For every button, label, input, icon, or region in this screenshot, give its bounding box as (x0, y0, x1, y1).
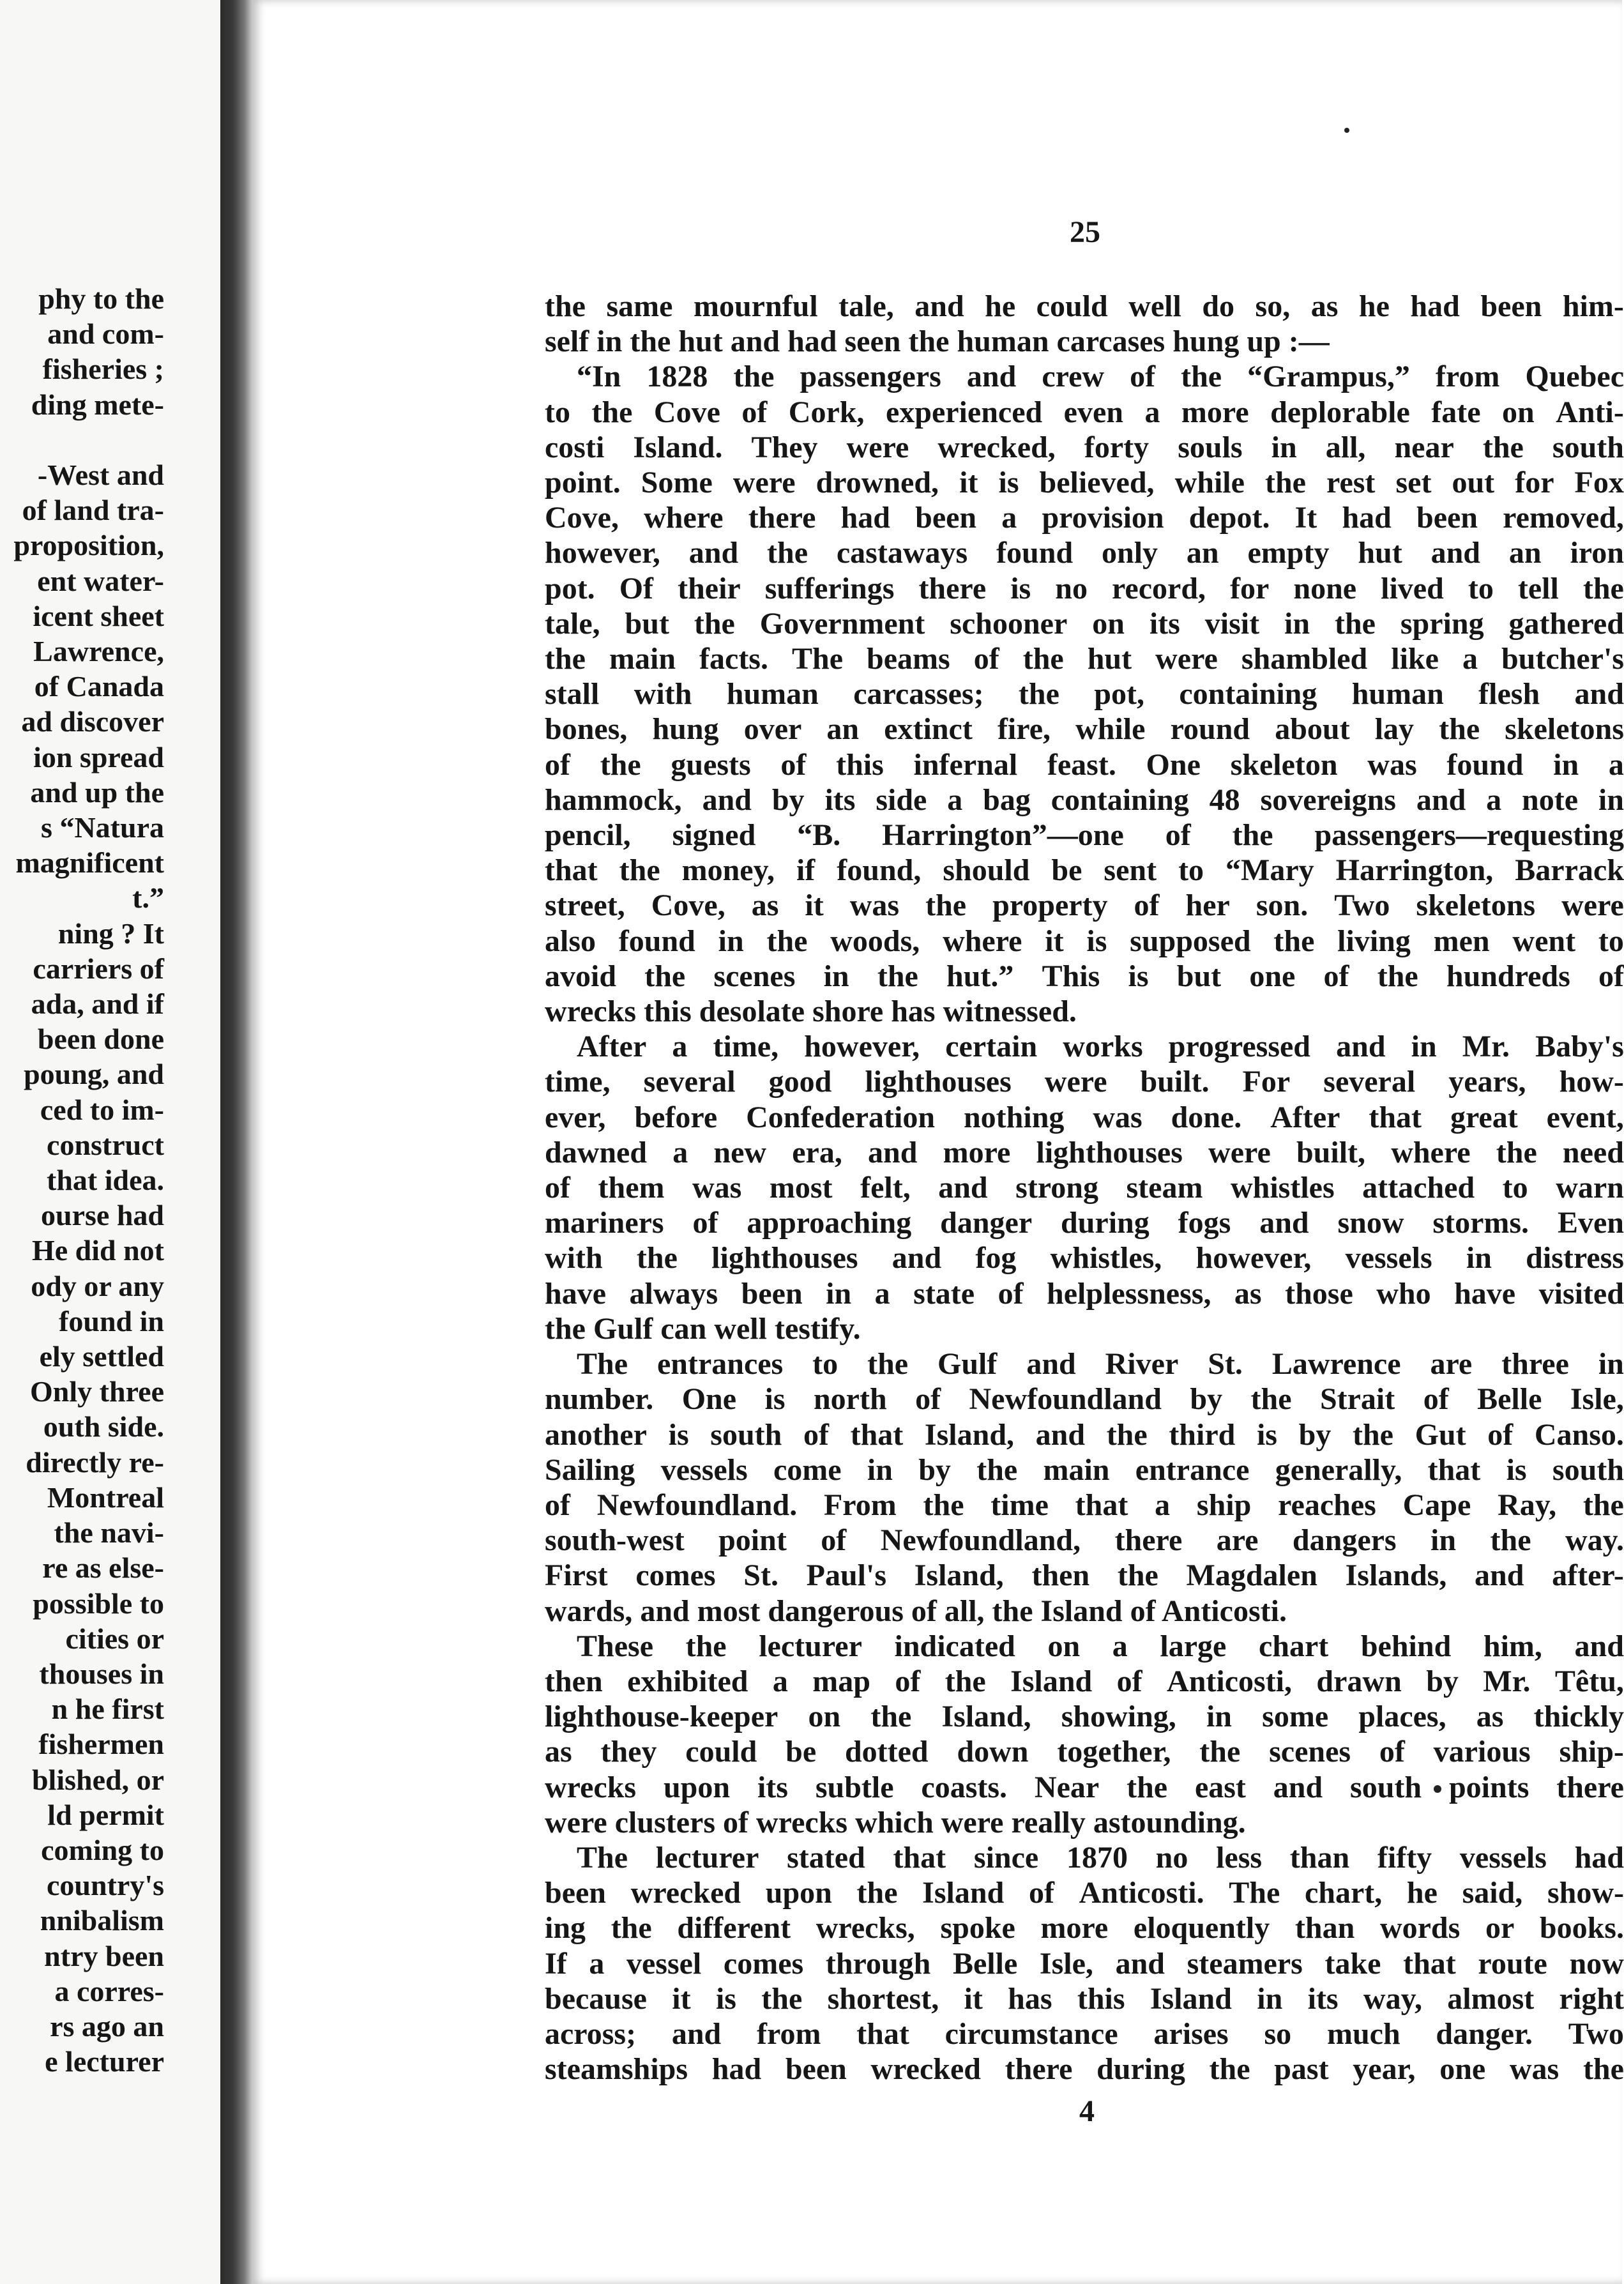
facing-page-line: ning ? It (57, 917, 164, 950)
facing-page-line: He did not (31, 1234, 164, 1267)
facing-page-line: phy to the (38, 282, 164, 315)
facing-page-line: s “Natura (41, 811, 164, 844)
facing-page-line: ad discover (21, 705, 164, 738)
facing-page-line: and up the (30, 775, 164, 809)
text-line: The entrances to the Gulf and River St. Lawrence are three in (577, 1347, 1624, 1382)
text-line: steamships had been wrecked there during the past year, one was the (545, 2052, 1624, 2087)
text-line: as they could be dotted down together, the scenes of various ship- (545, 1735, 1624, 1769)
text-line: If a vessel comes through Belle Isle, and steamers take that route now (545, 1946, 1624, 1981)
facing-page-line: ent water- (37, 564, 164, 597)
text-line: pencil, signed “B. Harrington”—one of the passengers—requesting (545, 818, 1624, 853)
text-line: another is south of that Island, and the third is by the Gut of Canso. (545, 1417, 1624, 1452)
facing-page-line: Lawrence, (33, 635, 164, 668)
text-line: south-west point of Newfoundland, there are dangers in the way. (545, 1523, 1624, 1558)
facing-page-line: fisheries ; (42, 353, 164, 386)
text-line: across; and from that circumstance arises so much danger. Two (545, 2016, 1624, 2051)
facing-page-fragment (0, 0, 220, 2284)
text-line: After a time, however, certain works progressed and in Mr. Baby's (577, 1030, 1624, 1064)
facing-page-line: fishermen (38, 1728, 164, 1761)
text-line: street, Cove, as it was the property of her son. Two skeletons were (545, 888, 1624, 923)
text-line: pot. Of their sufferings there is no record, for none lived to tell the (545, 571, 1624, 605)
text-line: point. Some were drowned, it is believed, while the rest set out for Fox (545, 466, 1624, 500)
text-line: been wrecked upon the Island of Anticosti. The chart, he said, show- (545, 1876, 1624, 1910)
facing-page-line: -West and (37, 459, 164, 491)
page (252, 0, 1622, 2284)
text-line: wards, and most dangerous of all, the Island of Anticosti. (545, 1594, 1287, 1628)
text-line: the Gulf can well testify. (545, 1311, 861, 1346)
text-line: then exhibited a map of the Island of Anticosti, drawn by Mr. Têtu, (545, 1664, 1624, 1698)
facing-page-text (0, 281, 164, 2079)
facing-page-line: t.” (132, 881, 164, 915)
text-line: of Newfoundland. From the time that a ship reaches Cape Ray, the (545, 1488, 1624, 1522)
facing-page-line: nnibalism (40, 1904, 164, 1937)
text-line: ever, before Confederation nothing was done. After that great event, (545, 1100, 1624, 1134)
facing-page-line: n he first (51, 1693, 164, 1726)
text-line: wrecks this desolate shore has witnessed. (545, 994, 1077, 1029)
text-line: also found in the woods, where it is supposed the living men went to (545, 924, 1624, 958)
text-line: lighthouse-keeper on the Island, showing, in some places, as thickly (545, 1700, 1624, 1734)
text-line: The lecturer stated that since 1870 no less than fifty vessels had (577, 1840, 1624, 1875)
text-line: “In 1828 the passengers and crew of the “Grampus,” from Quebec (577, 360, 1624, 394)
text-line: costi Island. They were wrecked, forty souls in all, near the south (545, 430, 1624, 464)
facing-page-line: Only three (30, 1375, 164, 1408)
text-line: dawned a new era, and more lighthouses were built, where the need (545, 1135, 1624, 1169)
facing-page-line: thouses in (39, 1657, 164, 1690)
facing-page-line: outh side. (43, 1410, 164, 1443)
text-line: These the lecturer indicated on a large chart behind him, and (577, 1629, 1624, 1663)
text-line: hammock, and by its side a bag containing 48 sovereigns and a note in (545, 782, 1624, 817)
text-line: Cove, where there had been a provision depot. It had been removed, (545, 501, 1624, 535)
facing-page-line: rs ago an (50, 2009, 164, 2043)
facing-page-line: ourse had (41, 1199, 164, 1232)
facing-page-line: carriers of (33, 952, 164, 985)
text-line: to the Cove of Cork, experienced even a more deplorable fate on Anti- (545, 395, 1624, 429)
facing-page-line: poung, and (24, 1058, 164, 1091)
facing-page-line: magnificent (15, 846, 164, 879)
text-line: were clusters of wrecks which were really astounding. (545, 1805, 1246, 1839)
text-line: wrecks upon its subtle coasts. Near the east and south points there (545, 1770, 1624, 1804)
facing-page-line: blished, or (31, 1763, 164, 1796)
facing-page-line: of land tra- (22, 494, 164, 527)
text-line: time, several good lighthouses were built. For several years, how- (545, 1065, 1624, 1099)
facing-page-line: ely settled (39, 1340, 164, 1373)
page-number: 25 (1070, 215, 1100, 249)
facing-page-line: re as else- (42, 1551, 164, 1585)
book-gutter (220, 0, 252, 2284)
facing-page-line: the navi- (54, 1516, 164, 1549)
facing-page-line: ding mete- (31, 388, 164, 421)
text-line: of them was most felt, and strong steam whistles attached to warn (545, 1171, 1624, 1205)
facing-page-line: ion spread (33, 740, 164, 773)
ink-speck (1344, 128, 1349, 133)
text-line: avoid the scenes in the hut.” This is but one of the hundreds of (545, 959, 1624, 993)
text-line: the main facts. The beams of the hut were shambled like a butcher's (545, 642, 1624, 676)
facing-page-line: that idea. (47, 1164, 164, 1197)
facing-page-line: ntry been (44, 1939, 164, 1972)
text-line: tale, but the Government schooner on its visit in the spring gathered (545, 606, 1624, 641)
facing-page-line: ld permit (47, 1798, 164, 1831)
facing-page-line: ced to im- (40, 1093, 164, 1126)
facing-page-line: directly re- (26, 1445, 164, 1479)
text-line: with the lighthouses and fog whistles, however, vessels in distress (545, 1241, 1624, 1275)
text-line: of the guests of this infernal feast. One skeleton was found in a (545, 747, 1624, 782)
facing-page-line: Montreal (47, 1481, 164, 1514)
facing-page-line: found in (59, 1304, 164, 1337)
facing-page-line: ada, and if (31, 987, 164, 1021)
facing-page-line: possible to (33, 1587, 164, 1620)
facing-page-line: of Canada (34, 670, 164, 703)
text-line: Sailing vessels come in by the main entrance generally, that is south (545, 1452, 1624, 1487)
text-line: bones, hung over an extinct fire, while round about lay the skeletons (545, 712, 1624, 747)
facing-page-line: cities or (65, 1622, 164, 1655)
text-line: ing the different wrecks, spoke more eloquently than words or books. (545, 1911, 1624, 1945)
facing-page-line: coming to (41, 1833, 164, 1866)
text-line: have always been in a state of helplessness, as those who have visited (545, 1276, 1624, 1311)
ink-speck (1434, 1785, 1441, 1793)
text-line: that the money, if found, should be sent to “Mary Harrington, Barrack (545, 853, 1624, 888)
facing-page-line: construct (47, 1128, 164, 1161)
facing-page-line: and com- (47, 317, 164, 351)
facing-page-line: country's (47, 1869, 164, 1902)
text-line: number. One is north of Newfoundland by the Strait of Belle Isle, (545, 1382, 1624, 1417)
facing-page-line: icent sheet (33, 599, 164, 632)
text-line: however, and the castaways found only an empty hut and an iron (545, 536, 1624, 570)
text-line: the same mournful tale, and he could well do so, as he had been him- (545, 289, 1624, 323)
facing-page-line: ody or any (31, 1269, 164, 1302)
text-line: stall with human carcasses; the pot, containing human flesh and (545, 677, 1624, 712)
facing-page-line: proposition, (13, 529, 164, 562)
text-line: because it is the shortest, it has this Island in its way, almost right (545, 1981, 1624, 2016)
facing-page-line: e lecturer (45, 2045, 164, 2078)
signature-mark: 4 (1079, 2094, 1095, 2128)
text-line: mariners of approaching danger during fogs and snow storms. Even (545, 1206, 1624, 1240)
text-line: self in the hut and had seen the human carcases hung up :— (545, 324, 1330, 359)
facing-page-line: been done (37, 1023, 164, 1056)
body-text (545, 289, 1624, 2087)
facing-page-line (0, 422, 164, 457)
text-line: First comes St. Paul's Island, then the Magdalen Islands, and after- (545, 1558, 1624, 1593)
facing-page-line: a corres- (54, 1974, 164, 2007)
